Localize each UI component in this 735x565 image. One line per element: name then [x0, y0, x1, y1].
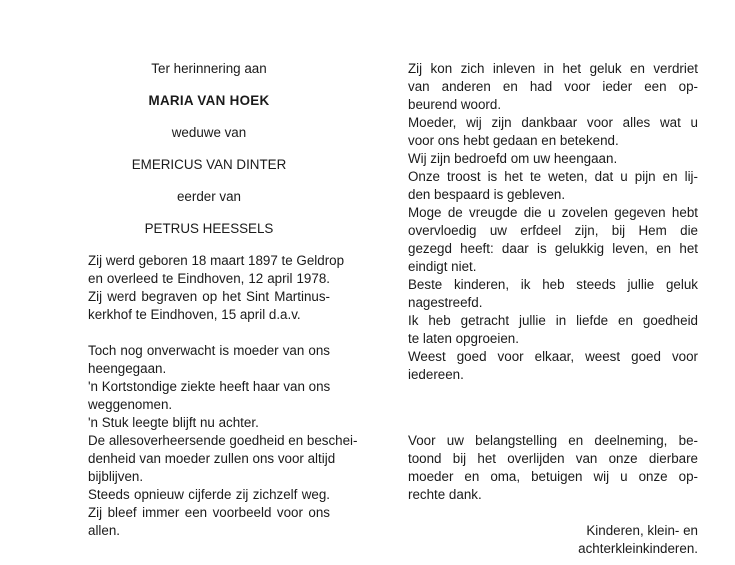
text-line: bijblijven.	[88, 469, 144, 484]
text-line: gezegd heeft: daar is gelukkig leven, en het	[408, 241, 698, 256]
text-line: Onze troost is het te weten, dat u pijn en lij-	[408, 169, 698, 184]
text-line: den bespaard is gebleven.	[408, 187, 566, 202]
text-line: en overleed te Eindhoven, 12 april 1978.	[88, 271, 330, 286]
intro-line: Ter herinnering aan	[151, 61, 267, 76]
text-line: Voor uw belangstelling en deelneming, be-	[408, 433, 698, 448]
deceased-name: MARIA VAN HOEK	[148, 93, 270, 108]
text-line: De allesoverheersende goedheid en beschei-	[88, 433, 358, 448]
thanks-paragraph	[408, 432, 698, 504]
text-line: rechte dank.	[408, 487, 482, 502]
text-line: Toch nog onverwacht is moeder van ons	[88, 343, 330, 358]
text-line: toond bij het overlijden van onze dierbare	[408, 451, 698, 466]
text-line: van anderen en had voor ieder een op-	[408, 79, 698, 94]
text-line: iedereen.	[408, 367, 464, 382]
text-line: overvloedig uw erfdeel zijn, bij Hem die	[408, 223, 698, 238]
earlier-of-line: eerder van	[176, 189, 242, 204]
text-line: Steeds opnieuw cijferde zij zichzelf weg.	[88, 487, 330, 502]
card-fold	[366, 20, 367, 545]
first-husband-name: PETRUS HEESSELS	[144, 221, 274, 236]
text-line: Moeder, wij zijn dankbaar voor alles wat u	[408, 115, 698, 130]
signature-line-2: achterkleinkinderen.	[578, 541, 698, 556]
text-line: beurend woord.	[408, 97, 502, 112]
text-line: moeder en oma, betuigen wij u onze op-	[408, 469, 698, 484]
text-line: voor ons hebt gedaan en betekend.	[408, 133, 619, 148]
text-line: 'n Stuk leegte blijft nu achter.	[88, 415, 259, 430]
text-line: Weest goed voor elkaar, weest goed voor	[408, 349, 698, 364]
text-line: allen.	[88, 523, 121, 538]
right-page	[408, 60, 698, 558]
text-line: heengegaan.	[88, 361, 167, 376]
text-line: Zij bleef immer een voorbeeld voor ons	[88, 505, 330, 520]
remembrance-text-continued	[408, 60, 698, 384]
text-line: Ik heb getracht jullie in liefde en goedheid	[408, 313, 698, 328]
text-line: Zij werd geboren 18 maart 1897 te Geldrop	[88, 253, 345, 268]
text-line: Moge de vreugde die u zovelen gegeven hebt	[408, 205, 698, 220]
biography-paragraph	[88, 252, 345, 324]
remembrance-text	[88, 342, 358, 540]
text-line: Wij zijn bedroefd om uw heengaan.	[408, 151, 618, 166]
widow-of-line: weduwe van	[171, 125, 247, 140]
signature-line-1: Kinderen, klein- en	[586, 523, 698, 538]
text-line: te laten opgroeien.	[408, 331, 519, 346]
text-line: nagestreefd.	[408, 295, 483, 310]
text-line: Zij werd begraven op het Sint Martinus-	[88, 289, 330, 304]
text-line: kerkhof te Eindhoven, 15 april d.a.v.	[88, 307, 301, 322]
text-line: Zij kon zich inleven in het geluk en verdriet	[408, 61, 698, 76]
husband-name: EMERICUS VAN DINTER	[131, 157, 287, 172]
left-page	[88, 60, 358, 540]
text-line: eindigt niet.	[408, 259, 477, 274]
text-line: Beste kinderen, ik heb steeds jullie geluk	[408, 277, 698, 292]
text-line: weggenomen.	[88, 397, 173, 412]
text-line: 'n Kortstondige ziekte heeft haar van ons	[88, 379, 331, 394]
text-line: denheid van moeder zullen ons voor altijd	[88, 451, 336, 466]
